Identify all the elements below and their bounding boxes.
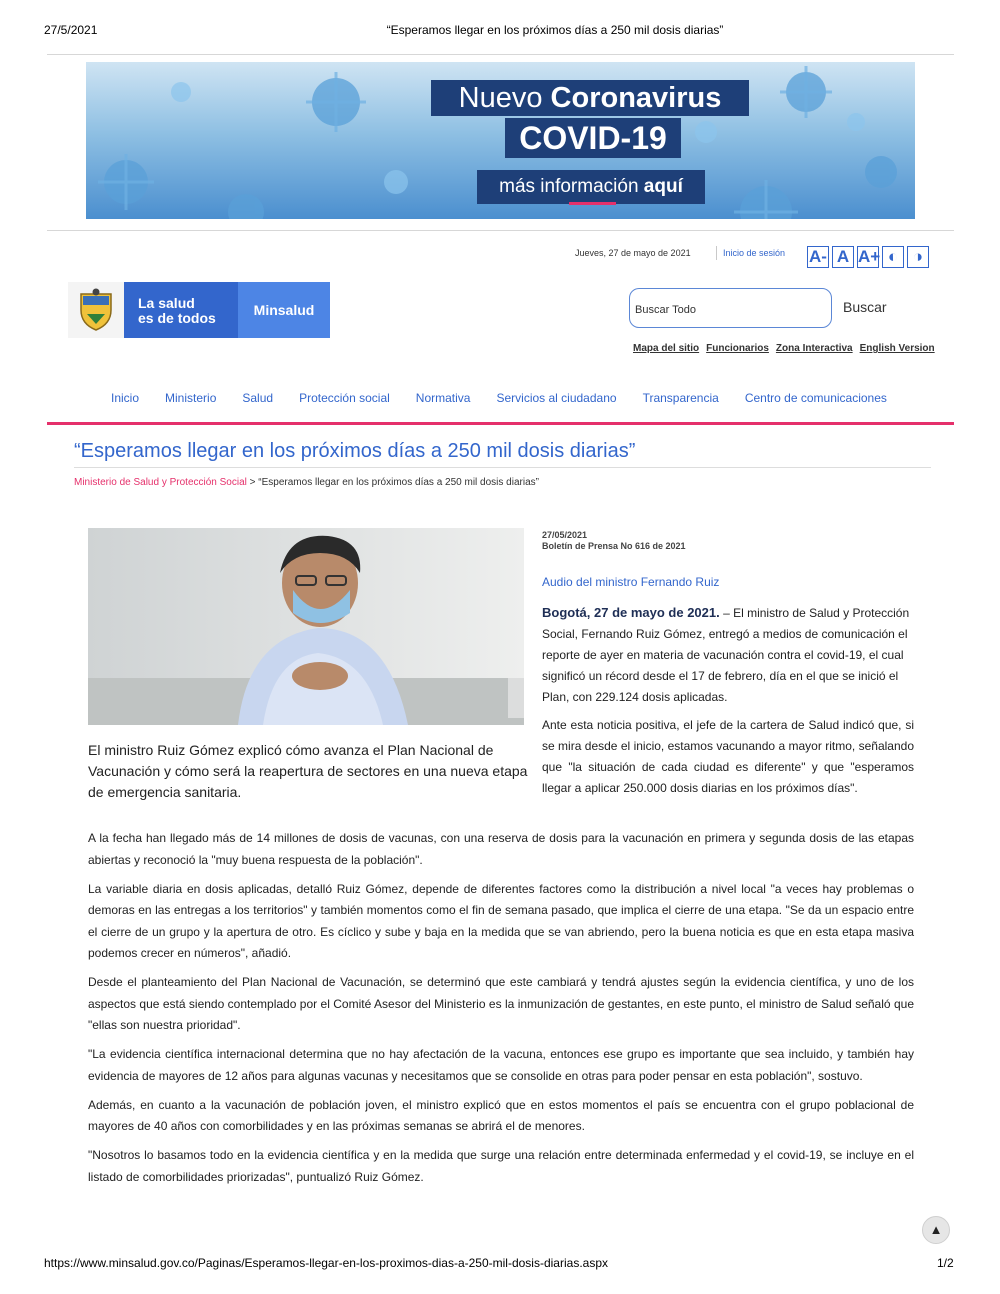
bulletin-number: Boletín de Prensa No 616 de 2021 [542, 541, 686, 551]
accessibility-controls [807, 246, 929, 268]
banner-underline [569, 202, 616, 205]
logo-slogan-line-1: La salud [138, 295, 195, 311]
print-date: 27/5/2021 [44, 23, 98, 37]
article-date: 27/05/2021 [542, 530, 588, 540]
divider [47, 54, 954, 55]
scroll-to-top-button[interactable] [922, 1216, 950, 1244]
lead-dateline: Bogotá, 27 de mayo de 2021. [542, 605, 720, 620]
breadcrumb-current: “Esperamos llegar en los próximos días a 250 mil dosis diarias” [258, 477, 539, 488]
main-navigation [111, 391, 887, 405]
quick-links [633, 343, 935, 354]
search-input[interactable]: Buscar Todo [629, 288, 832, 328]
print-title: “Esperamos llegar en los próximos días a 250 mil dosis diarias” [386, 23, 724, 37]
interactive-zone-link[interactable]: Zona Interactiva [775, 343, 853, 354]
banner-line-2: COVID-19 [505, 118, 681, 158]
nav-item-ministerio[interactable]: Ministerio [165, 391, 217, 405]
logo-brand: Minsalud [238, 282, 330, 338]
nav-item-servicios[interactable]: Servicios al ciudadano [496, 391, 617, 405]
sitemap-link[interactable]: Mapa del sitio [633, 343, 700, 354]
search-button[interactable]: Buscar [843, 299, 887, 315]
font-increase-button[interactable]: A+ [858, 247, 881, 266]
paragraph: A la fecha han llegado más de 14 millones de dosis de vacunas, con una reserva de dosis para la vacunación en primera y segunda dosis de las etapas abiertas y reconoció la "muy buena respuesta de la población". [88, 831, 914, 867]
breadcrumb-separator: > [246, 477, 259, 488]
divider [74, 467, 931, 468]
paragraph: Desde el planteamiento del Plan Nacional de Vacunación, se determinó que este cambiará y tendrá ajustes según la evidencia científica, y uno de los aspectos que está siendo contemplado por el Comité Asesor del Ministerio es la inmunización de gestantes, en este punto, el ministro de Salud señaló que "ellas son nuestra prioridad". [88, 975, 914, 1032]
separator [716, 246, 717, 260]
audio-link[interactable]: Audio del ministro Fernando Ruiz [542, 575, 720, 589]
staff-link[interactable]: Funcionarios [706, 343, 769, 354]
minister-photo [88, 528, 524, 725]
breadcrumb [74, 477, 539, 488]
banner-line-1-bold: Coronavirus [550, 82, 722, 114]
banner-line-1-prefix: Nuevo [458, 82, 551, 114]
banner-line-3-prefix: más información [499, 176, 644, 197]
nav-item-normativa[interactable]: Normativa [415, 391, 471, 405]
paragraph: La variable diaria en dosis aplicadas, detalló Ruiz Gómez, depende de diferentes factores como la distribución a nivel local "a veces hay problemas o demoras en las entregas a los territorios" y también momentos como el fin de semana pasado, que implica el cierre de una etapa. "Se da un espacio entre el cierre de un grupo y la apertura de otro. Es cíclico y sube y baja en la medida que se van abriendo, pero la buena noticia es que en esta etapa masiva podemos crecer en números", añadió. [88, 881, 914, 960]
current-date: Jueves, 27 de mayo de 2021 [575, 248, 691, 258]
breadcrumb-home-link[interactable]: Ministerio de Salud y Protección Social [74, 477, 247, 488]
print-page-number: 1/2 [937, 1256, 954, 1270]
contrast-icon[interactable]: ◐ [882, 246, 904, 268]
paragraph: "Nosotros lo basamos todo en la evidencia científica y en la medida que surge una relación entre determinada enfermedad y el covid-19, se incluye en el listado de comorbilidades priorizadas", puntualizó Ruiz Gómez. [88, 1148, 914, 1184]
divider [47, 230, 954, 231]
english-version-link[interactable]: English Version [859, 343, 935, 354]
login-link[interactable]: Inicio de sesión [723, 248, 786, 258]
nav-item-salud[interactable]: Salud [242, 391, 274, 405]
photo-caption: El ministro Ruiz Gómez explicó cómo avanza el Plan Nacional de Vacunación y cómo será la reapertura de sectores en una nueva etapa de emergencia sanitaria. [88, 742, 528, 800]
chevron-up-icon: ▲ [929, 1222, 943, 1237]
logo-slogan-line-2: es de todos [138, 310, 216, 326]
nav-item-inicio[interactable]: Inicio [111, 391, 140, 405]
article-meta [542, 530, 686, 552]
minsalud-logo[interactable] [68, 282, 330, 338]
print-url: https://www.minsalud.gov.co/Paginas/Esperamos-llegar-en-los-proximos-dias-a-250-mil-dosis-diarias.aspx [44, 1256, 608, 1270]
coat-of-arms-icon [68, 282, 124, 338]
paragraph: Ante esta noticia positiva, el jefe de la cartera de Salud indicó que, si se mira desde el inicio, estamos vacunando a mayor ritmo, señalando que "la situación de cada ciudad es diferente" y que "esperamos llegar a aplicar 250.000 dosis diarias en los próximos días". [542, 718, 914, 795]
page-title: “Esperamos llegar en los próximos días a 250 mil dosis diarias” [74, 440, 636, 462]
paragraph: "La evidencia científica internacional determina que no hay afectación de la vacuna, entonces ese grupo es importante que sea incluido, y también hay evidencia de mayores de 12 años para algunas vacunas y necesitamos que se consolide en otras para poder pensar en esta población", sostuvo. [88, 1047, 914, 1083]
nav-underline [47, 422, 954, 425]
paragraph: Además, en cuanto a la vacunación de población joven, el ministro explicó que en estos momentos el país se encuentra con el grupo poblacional de mayores de 40 años con comorbilidades y en las próximas semanas se abrirá el de menores. [88, 1097, 914, 1133]
nav-item-proteccion-social[interactable]: Protección social [299, 391, 390, 405]
logo-slogan [124, 282, 238, 338]
banner-line-1 [431, 80, 749, 116]
contrast-alt-icon[interactable]: ◑ [907, 246, 929, 268]
font-decrease-button[interactable]: A- [807, 246, 829, 268]
lead-paragraph [542, 602, 914, 708]
nav-item-comunicaciones[interactable]: Centro de comunicaciones [744, 391, 887, 405]
covid-banner[interactable] [86, 62, 915, 219]
font-reset-button[interactable]: A [832, 246, 854, 268]
article-body [88, 828, 914, 1196]
lead-text: – El ministro de Salud y Protección Social, Fernando Ruiz Gómez, entregó a medios de comunicación el reporte de ayer en materia de vacunación contra el covid-19, el cual significó un récord desde el 17 de febrero, día en el que se inició el Plan, con 229.124 dosis aplicadas. [542, 606, 910, 704]
banner-line-3-bold: aquí [643, 176, 683, 197]
banner-line-3 [477, 170, 705, 204]
nav-item-transparencia[interactable]: Transparencia [642, 391, 719, 405]
